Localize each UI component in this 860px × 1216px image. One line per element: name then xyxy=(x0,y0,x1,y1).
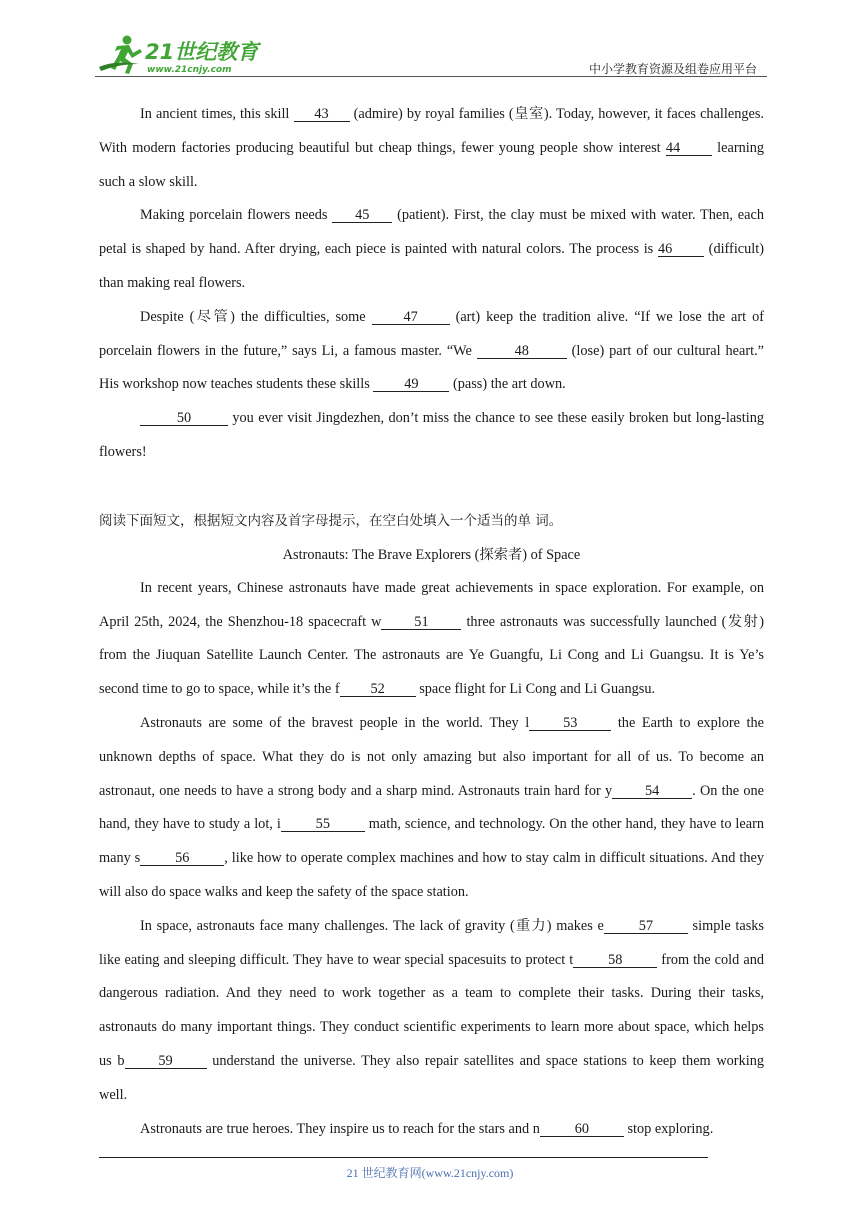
paragraph xyxy=(99,572,764,707)
footer-source: 21 世纪教育网(www.21cnjy.com) xyxy=(346,1166,514,1180)
section-gap xyxy=(99,470,764,504)
paragraph-text: space flight for Li Cong and Li Guangsu. xyxy=(415,681,656,698)
paragraph-text: learning such a slow skill. xyxy=(99,139,764,190)
runner-icon xyxy=(99,36,142,75)
header-divider xyxy=(95,76,767,77)
paragraph-text: Astronauts are true heroes. They inspire us to reach for the stars and n xyxy=(140,1120,540,1137)
paragraph-text: from the cold and dangerous radiation. And they need to work together as a team to complete their tasks. During their tasks, astronauts do many important things. They conduct scientific experiments to learn more about space, which helps us b xyxy=(99,951,764,1069)
answer-blank-60[interactable]: 60 xyxy=(540,1122,624,1137)
paragraph-text: the Earth to explore the unknown depths of space. What they do is not only amazing but also important for all of us. To become an astronaut, one needs to have a strong body and a sharp mind. Astronauts train hard for y xyxy=(99,714,764,799)
paragraph-text: In ancient times, this skill xyxy=(140,106,294,122)
paragraph-text: Despite (尽管) the difficulties, some xyxy=(140,308,372,325)
paragraph-text: (pass) the art down. xyxy=(449,376,566,393)
paragraph-text: you ever visit Jingdezhen, don’t miss the chance to see these easily broken but long-lasting flowers! xyxy=(99,410,764,460)
header-platform-name: 中小学教育资源及组卷应用平台 xyxy=(588,62,757,76)
paragraph-text: three astronauts was successfully launched (发射) from the Jiuquan Satellite Launch Center. The astronauts are Ye Guangfu, Li Cong and Li Guangsu. It is Ye’s second time to go to space, while it’s the f xyxy=(99,613,765,698)
answer-blank-46[interactable]: 46 xyxy=(658,242,704,257)
paragraph-text: simple tasks like eating and sleeping difficult. They have to wear special spacesuits to protect t xyxy=(99,917,764,968)
page-header xyxy=(95,34,767,80)
logo-brand-text: 21世纪教育 xyxy=(145,40,259,64)
answer-blank-51[interactable]: 51 xyxy=(381,615,461,630)
paragraph-text: In recent years, Chinese astronauts have made great achievements in space exploration. For example, on April 25th, 2024, the Shenzhou-18 spacecraft w xyxy=(99,579,764,630)
answer-blank-48[interactable]: 48 xyxy=(477,344,567,359)
answer-blank-56[interactable]: 56 xyxy=(140,851,224,866)
paragraph-text: Making porcelain flowers needs xyxy=(140,207,333,224)
paragraph-text: In space, astronauts face many challenges. The lack of gravity (重力) makes e xyxy=(140,917,604,934)
paragraph-text: (patient). First, the clay must be mixed with water. Then, each petal is shaped by hand. After drying, each piece is painted with natural colors. The process is xyxy=(99,207,764,258)
paragraph xyxy=(99,707,764,910)
passage-porcelain xyxy=(99,98,764,470)
answer-blank-52[interactable]: 52 xyxy=(340,682,416,697)
paragraph xyxy=(99,402,764,470)
answer-blank-50[interactable]: 50 xyxy=(140,411,228,426)
paragraph xyxy=(99,98,764,199)
paragraph xyxy=(99,199,764,300)
answer-blank-43[interactable]: 43 xyxy=(294,107,350,122)
answer-blank-49[interactable]: 49 xyxy=(373,377,449,392)
paragraph-text: stop exploring. xyxy=(623,1120,714,1137)
paragraph-text: (lose) part of our cultural heart.” His workshop now teaches students these skills xyxy=(99,342,765,393)
answer-blank-45[interactable]: 45 xyxy=(332,208,392,223)
answer-blank-59[interactable]: 59 xyxy=(125,1054,207,1069)
passage-astronauts xyxy=(99,572,764,1147)
paragraph xyxy=(99,1113,764,1147)
answer-blank-44[interactable]: 44 xyxy=(666,141,712,156)
paragraph-text: . On the one hand, they have to study a lot, i xyxy=(99,782,764,833)
paragraph-text: math, science, and technology. On the other hand, they have to learn many s xyxy=(99,816,765,867)
answer-blank-58[interactable]: 58 xyxy=(573,953,657,968)
answer-blank-53[interactable]: 53 xyxy=(529,716,611,731)
answer-blank-47[interactable]: 47 xyxy=(372,310,450,325)
paragraph-text: (art) keep the tradition alive. “If we lose the art of porcelain flowers in the future,” says Li, a famous master. “We xyxy=(99,308,764,359)
paragraph-text: (difficult) than making real flowers. xyxy=(99,241,764,291)
paragraph xyxy=(99,301,764,402)
paragraph-text: (admire) by royal families (皇室). Today, however, it faces challenges. With modern factories producing beautiful but cheap things, fewer young people show interest xyxy=(99,106,764,156)
paragraph-text: , like how to operate complex machines and how to stay calm in difficult situations. And they will also do space walks and keep the safety of the space station. xyxy=(99,850,764,900)
paragraph-text: understand the universe. They also repair satellites and space stations to keep them working well. xyxy=(99,1052,764,1103)
answer-blank-55[interactable]: 55 xyxy=(281,817,365,832)
paragraph-text: Astronauts are some of the bravest people in the world. They l xyxy=(140,714,530,731)
document-body xyxy=(99,98,764,1146)
answer-blank-54[interactable]: 54 xyxy=(612,784,692,799)
site-logo xyxy=(95,34,265,76)
section-instruction: 阅读下面短文，根据短文内容及首字母提示，在空白处填入一个适当的单 词。 xyxy=(99,512,563,529)
logo-url-text: www.21cnjy.com xyxy=(147,65,232,75)
answer-blank-57[interactable]: 57 xyxy=(604,919,688,934)
paragraph xyxy=(99,910,764,1113)
passage-title: Astronauts: The Brave Explorers (探索者) of Space xyxy=(282,546,581,563)
footer-divider xyxy=(99,1157,708,1158)
